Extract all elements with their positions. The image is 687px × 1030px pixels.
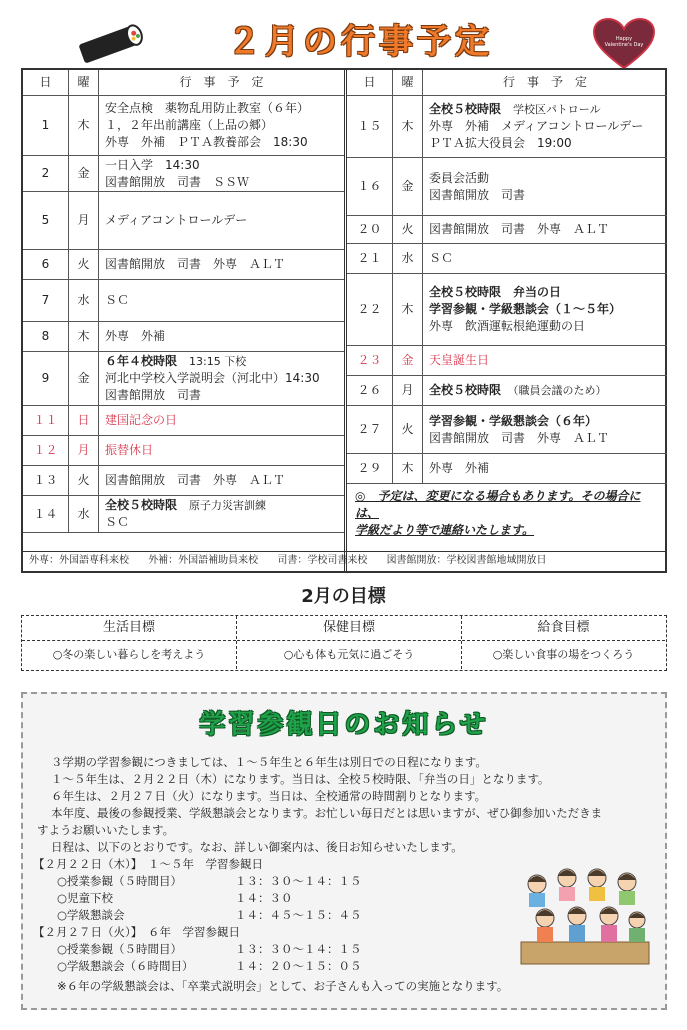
goal-health xyxy=(237,616,462,669)
schedule-heading-1: 【２月２２日（木）】 １～５年 学習参観日 xyxy=(33,857,263,871)
row-day xyxy=(347,96,393,158)
row-events xyxy=(423,346,667,376)
header xyxy=(20,18,667,66)
event-line xyxy=(429,250,667,267)
notice-paragraph: ６年生は、２月２７日（火）になります。当日は、全校通常の時間割りとなります。 xyxy=(51,789,487,803)
goal-head: 生活目標 xyxy=(22,616,236,641)
row-events xyxy=(423,158,667,216)
event-line xyxy=(105,370,344,387)
header-label: 日 xyxy=(363,75,376,89)
event-line xyxy=(105,514,344,531)
row-events xyxy=(99,406,344,436)
row-weekday xyxy=(393,158,423,216)
goal-life xyxy=(22,616,237,669)
row-events xyxy=(99,436,344,466)
event-text: ＳＣ xyxy=(429,251,454,265)
weekday-label: 火 xyxy=(401,222,414,236)
weekday-label: 金 xyxy=(401,353,414,367)
event-text: 建国記念の日 xyxy=(105,413,178,427)
schedule-item-label: ○児童下校 xyxy=(57,891,114,905)
event-bold: 学習参観・学級懇談会（１～５年） xyxy=(429,302,622,316)
schedule-item-label: ○学級懇談会（６時間目） xyxy=(57,959,194,973)
day-number: １３ xyxy=(33,473,58,487)
row-day xyxy=(23,436,69,466)
day-number: 5 xyxy=(41,213,50,227)
notice-paragraph: すようお願いいたします。 xyxy=(37,823,175,837)
row-weekday xyxy=(69,96,99,156)
row-events xyxy=(423,96,667,158)
note-text: ◎ 予定は、変更になる場合もあります。その場合には、 xyxy=(355,489,641,520)
day-number: 7 xyxy=(41,293,50,307)
goal-head: 給食目標 xyxy=(462,616,665,641)
row-day xyxy=(347,216,393,244)
event-text: 一日入学 14:30 xyxy=(105,157,200,172)
notice-paragraph: １～５年生は、２月２２日（木）になります。当日は、全校５校時限、「弁当の日」となります。 xyxy=(51,772,550,786)
event-line xyxy=(429,413,667,430)
event-line xyxy=(105,497,344,514)
row-weekday xyxy=(69,496,99,533)
notice-paragraph: 本年度、最後の参観授業、学級懇談会となります。お忙しい毎日だとは思いますが、ぜひ御参加いただきま xyxy=(51,806,603,820)
row-weekday xyxy=(393,216,423,244)
day-number: １１ xyxy=(33,413,58,427)
event-text: 天皇誕生日 xyxy=(429,353,490,367)
ehomaki-icon xyxy=(74,24,146,64)
valentine-label: Happy Valentine's Day xyxy=(604,36,644,48)
row-day xyxy=(23,406,69,436)
event-text: （職員会議のため） xyxy=(513,384,607,397)
event-line xyxy=(429,352,667,369)
event-line xyxy=(105,353,344,370)
event-text: ＳＣ xyxy=(105,293,130,307)
event-line xyxy=(429,318,667,335)
event-text: 外専 外補 xyxy=(105,329,166,343)
event-text: ＰＴＡ拡大役員会 19:00 xyxy=(429,136,572,150)
event-text: 河北中学校入学説明会（河北中）14:30 xyxy=(105,371,320,385)
header-label: 曜 xyxy=(401,75,414,89)
weekday-label: 金 xyxy=(401,179,414,193)
header-label: 曜 xyxy=(77,75,90,89)
page-title: ２月の行事予定 xyxy=(227,22,493,62)
event-line xyxy=(105,442,344,459)
event-line xyxy=(429,460,667,477)
event-line xyxy=(429,170,667,187)
schedule-item-time: １４：３０ xyxy=(235,891,293,905)
day-number: ２０ xyxy=(357,222,382,236)
row-events xyxy=(99,156,344,192)
row-day xyxy=(23,496,69,533)
row-day xyxy=(23,352,69,406)
students-illustration xyxy=(515,864,655,972)
event-text: 安全点検 薬物乱用防止教室（６年） xyxy=(105,101,310,115)
row-events xyxy=(99,466,344,496)
day-number: 1 xyxy=(41,118,50,132)
weekday-label: 日 xyxy=(77,413,90,427)
row-weekday xyxy=(393,244,423,274)
event-line xyxy=(429,101,667,118)
weekday-label: 金 xyxy=(77,371,90,385)
row-events xyxy=(423,376,667,406)
event-line xyxy=(105,134,344,151)
notice-paragraph: 日程は、以下のとおりです。なお、詳しい御案内は、後日お知らせいたします。 xyxy=(51,840,463,854)
row-day xyxy=(23,322,69,352)
row-day xyxy=(347,376,393,406)
event-text: 13:15 下校 xyxy=(189,355,247,368)
schedule-left-column xyxy=(23,70,347,571)
weekday-label: 月 xyxy=(77,213,90,227)
row-day xyxy=(23,466,69,496)
header-label: 行 事 予 定 xyxy=(179,75,264,89)
row-weekday xyxy=(69,436,99,466)
event-line xyxy=(105,387,344,404)
goal-body: ○楽しい食事の場をつくろう xyxy=(492,648,635,661)
table-header-cell xyxy=(423,70,667,96)
weekday-label: 金 xyxy=(77,166,90,180)
notice-paragraph: ３学期の学習参観につきましては、１～５年生と６年生は別日での日程になります。 xyxy=(51,755,487,769)
day-number: 2 xyxy=(41,166,50,180)
event-line xyxy=(429,430,667,447)
day-number: 8 xyxy=(41,329,50,343)
schedule-item-time: １３：３０～１４：１５ xyxy=(235,874,362,888)
table-header-cell xyxy=(23,70,69,96)
day-number: 9 xyxy=(41,371,50,385)
row-events xyxy=(423,244,667,274)
table-header-cell xyxy=(393,70,423,96)
row-events xyxy=(423,406,667,454)
weekday-label: 火 xyxy=(77,473,90,487)
note-line xyxy=(355,522,659,539)
weekday-label: 木 xyxy=(77,329,90,343)
day-number: ２２ xyxy=(357,302,382,316)
weekday-label: 木 xyxy=(401,119,414,133)
event-line xyxy=(429,135,667,152)
abbreviation-legend xyxy=(21,551,667,573)
event-text: ＳＣ xyxy=(105,515,130,529)
row-day xyxy=(347,406,393,454)
event-line xyxy=(105,157,344,174)
row-events xyxy=(423,216,667,244)
event-line xyxy=(105,472,344,489)
day-number: ２９ xyxy=(357,461,382,475)
schedule-item-label: ○授業参観（５時間目） xyxy=(57,874,183,888)
event-text: 図書館開放 司書 xyxy=(105,388,202,402)
row-day xyxy=(347,274,393,346)
row-events xyxy=(99,280,344,322)
day-number: ２７ xyxy=(357,422,382,436)
row-day xyxy=(23,250,69,280)
event-text: １，２年出前講座（上品の郷） xyxy=(105,118,274,132)
event-text: 学校区パトロール xyxy=(513,103,601,116)
event-text: メディアコントロールデー xyxy=(105,213,248,227)
event-text: 外専 外補 メディアコントロールデー xyxy=(429,119,644,133)
note-line xyxy=(355,488,659,522)
row-day xyxy=(23,96,69,156)
weekday-label: 水 xyxy=(77,506,90,521)
row-weekday xyxy=(69,406,99,436)
row-events xyxy=(99,352,344,406)
row-weekday xyxy=(69,322,99,352)
note-text: 学級だより等で連絡いたします。 xyxy=(355,523,535,537)
weekday-label: 水 xyxy=(401,251,414,265)
schedule-note xyxy=(347,484,667,543)
row-day xyxy=(23,280,69,322)
goals-title: 2月の目標 xyxy=(301,586,386,607)
schedule-item-time: １４：２０～１５：０５ xyxy=(235,959,362,973)
row-events xyxy=(423,454,667,484)
event-text: 図書館開放 司書 外専 ＡＬＴ xyxy=(105,257,286,271)
legend-item: 外専：外国語専科来校 xyxy=(29,555,129,566)
row-day xyxy=(23,192,69,250)
schedule-item-label: ○授業参観（５時間目） xyxy=(57,942,183,956)
event-line xyxy=(105,117,344,134)
table-header-cell xyxy=(99,70,344,96)
event-bold: 全校５校時限 xyxy=(429,383,502,397)
event-text: 図書館開放 司書 外専 ＡＬＴ xyxy=(429,222,610,236)
row-day xyxy=(347,346,393,376)
day-number: １４ xyxy=(33,506,58,521)
header-label: 日 xyxy=(39,75,52,89)
weekday-label: 水 xyxy=(77,293,90,307)
event-line xyxy=(105,256,344,273)
row-events xyxy=(99,496,344,533)
schedule-heading-2: 【２月２７日（火）】 ６年 学習参観日 xyxy=(33,925,240,939)
event-bold: 全校５校時限 弁当の日 xyxy=(429,285,562,299)
day-number: ２１ xyxy=(357,251,382,265)
day-number: 6 xyxy=(41,257,50,271)
row-weekday xyxy=(69,250,99,280)
weekday-label: 月 xyxy=(77,443,90,457)
row-weekday xyxy=(69,192,99,250)
event-line xyxy=(429,187,667,204)
schedule-right-column xyxy=(347,70,667,571)
table-header-cell xyxy=(69,70,99,96)
row-events xyxy=(99,192,344,250)
row-weekday xyxy=(393,96,423,158)
notice-title: 学習参観日のお知らせ xyxy=(199,710,489,740)
event-bold: 学習参観・学級懇談会（６年） xyxy=(429,413,598,428)
event-line xyxy=(105,328,344,345)
event-line xyxy=(105,100,344,117)
goal-body: ○冬の楽しい暮らしを考えよう xyxy=(52,648,206,661)
legend-item: 司書：学校司書来校 xyxy=(277,555,368,566)
event-text: 委員会活動 xyxy=(429,170,490,185)
row-day xyxy=(347,244,393,274)
row-weekday xyxy=(393,406,423,454)
weekday-label: 木 xyxy=(77,118,90,132)
day-number: １５ xyxy=(357,119,382,133)
event-text: 原子力災害訓練 xyxy=(189,499,267,512)
row-events xyxy=(99,322,344,352)
goal-head: 保健目標 xyxy=(237,616,461,641)
goal-body: ○心も体も元気に過ごそう xyxy=(283,648,415,661)
schedule-item-time: １３：３０～１４：１５ xyxy=(235,942,362,956)
event-line xyxy=(429,118,667,135)
goals-table xyxy=(21,615,667,671)
day-number: １２ xyxy=(33,443,58,457)
weekday-label: 月 xyxy=(401,383,414,397)
row-events xyxy=(99,96,344,156)
event-line xyxy=(429,382,667,399)
notice-footnote: ※６年の学級懇談会は、「卒業式説明会」として、お子さんも入っての実施となります。 xyxy=(57,979,509,993)
goal-lunch xyxy=(462,616,665,669)
event-bold: 全校５校時限 xyxy=(429,102,502,116)
row-weekday xyxy=(393,454,423,484)
row-weekday xyxy=(69,280,99,322)
legend-item: 外補：外国語補助員来校 xyxy=(148,555,259,566)
table-header-cell xyxy=(347,70,393,96)
event-line xyxy=(429,221,667,238)
row-weekday xyxy=(69,466,99,496)
header-label: 行 事 予 定 xyxy=(502,75,587,89)
event-text: 振替休日 xyxy=(105,443,154,457)
row-events xyxy=(99,250,344,280)
row-day xyxy=(347,158,393,216)
event-line xyxy=(429,301,667,318)
event-line xyxy=(105,412,344,429)
event-line xyxy=(429,284,667,301)
row-day xyxy=(23,156,69,192)
day-number: １６ xyxy=(357,179,382,193)
event-text: 図書館開放 司書 xyxy=(429,187,526,202)
event-bold: ６年４校時限 xyxy=(105,354,178,368)
event-text: 外専 飲酒運転根絶運動の日 xyxy=(429,319,586,333)
day-number: ２３ xyxy=(357,353,382,367)
weekday-label: 火 xyxy=(77,257,90,271)
day-number: ２６ xyxy=(357,383,382,397)
event-bold: 全校５校時限 xyxy=(105,498,178,512)
row-day xyxy=(347,454,393,484)
weekday-label: 木 xyxy=(401,302,414,316)
row-weekday xyxy=(393,346,423,376)
event-text: 図書館開放 司書 外専 ＡＬＴ xyxy=(429,430,610,445)
weekday-label: 木 xyxy=(401,461,414,475)
row-events xyxy=(423,274,667,346)
event-line xyxy=(105,212,344,229)
event-text: 外専 外補 ＰＴＡ教養部会 18:30 xyxy=(105,135,308,149)
weekday-label: 火 xyxy=(401,422,414,436)
schedule-item-time: １４：４５～１５：４５ xyxy=(235,908,362,922)
row-weekday xyxy=(69,156,99,192)
event-line xyxy=(105,292,344,309)
row-weekday xyxy=(393,274,423,346)
event-text: 外専 外補 xyxy=(429,461,490,475)
event-text: 図書館開放 司書 外専 ＡＬＴ xyxy=(105,473,286,487)
row-weekday xyxy=(393,376,423,406)
schedule-table xyxy=(21,68,667,573)
schedule-item-label: ○学級懇談会 xyxy=(57,908,125,922)
row-weekday xyxy=(69,352,99,406)
event-line xyxy=(105,174,344,191)
open-class-notice xyxy=(21,692,667,1010)
legend-item: 図書館開放：学校図書館地域開放日 xyxy=(386,555,547,566)
event-text: 図書館開放 司書 ＳＳＷ xyxy=(105,174,250,189)
